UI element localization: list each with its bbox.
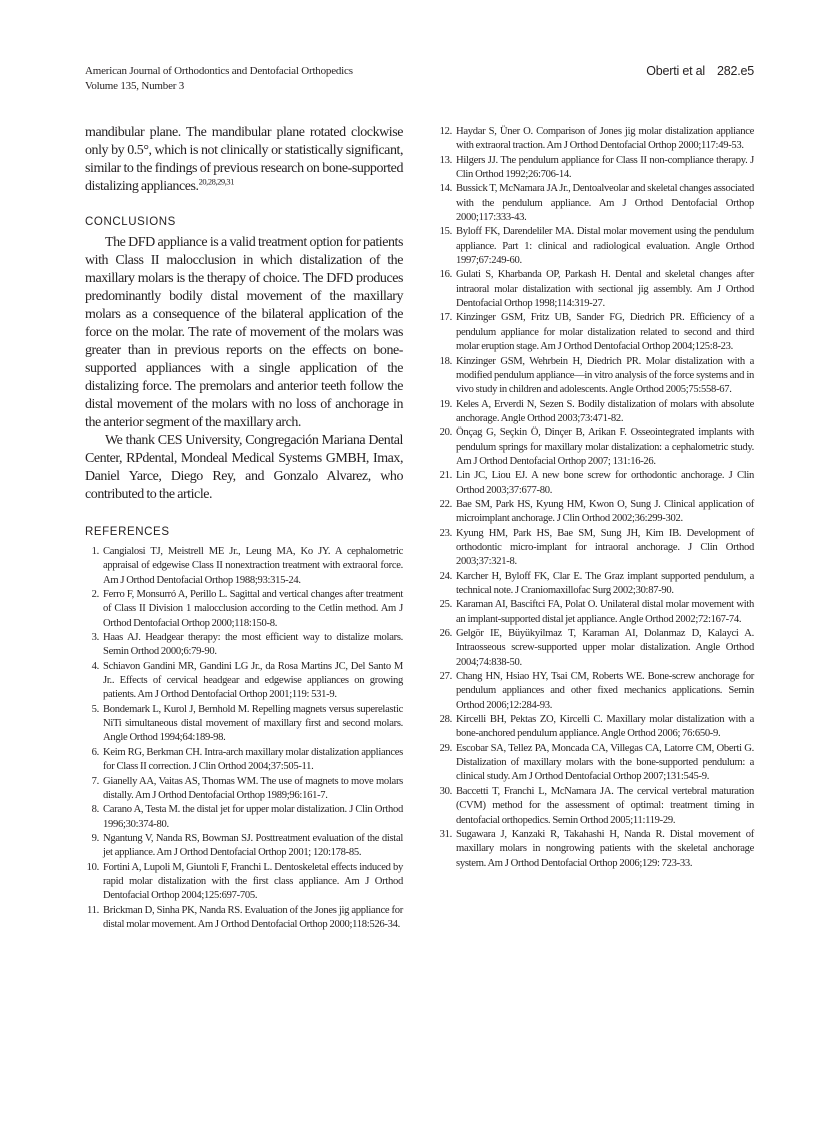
reference-number: 19. [439, 398, 452, 410]
reference-number: 22. [439, 498, 452, 510]
reference-number: 4. [91, 660, 99, 672]
reference-number: 11. [87, 904, 99, 916]
reference-number: 8. [91, 804, 99, 816]
references-heading: REFERENCES [85, 526, 170, 538]
conclusions-paragraph: The DFD appliance is a valid treatment option for patients with Class II malocclusion in which distalization of the maxillary molars is the therapy of choice. The DFD produces predominantly bodily distal movement of the maxillary molars as a consequence of the bilateral application of the force on the molar. The rate of movement of the molars was greater than in previous reports on the effects on bone-supported appliances with a single application of the distalizing force. The premolars and anterior teeth follow the distal movement of the molars with no loss of anchorage in the anterior segment of the maxillary arch. [85, 235, 403, 430]
citation-superscript: 20,28,29,31 [198, 176, 234, 187]
reference-item [438, 785, 754, 828]
reference-text: Karcher H, Byloff FK, Clar E. The Graz implant supported pendulum, a technical note. J Craniomaxillofac Surg 2002;30:87-90. [456, 570, 754, 596]
reference-text: Keles A, Erverdi N, Sezen S. Bodily distalization of molars with absolute anchorage. Angle Orthod 2003;73:471-82. [456, 398, 754, 424]
reference-item [438, 469, 754, 498]
reference-item [438, 268, 754, 311]
continuation-text: mandibular plane. The mandibular plane rotated clockwise only by 0.5°, which is not clinically or statistically significant, similar to the findings of previous research on bone-supported distalizing appliances. [85, 125, 403, 194]
reference-text: Carano A, Testa M. the distal jet for upper molar distalization. J Clin Orthod 1996;30:374-80. [103, 804, 403, 830]
reference-item [438, 182, 754, 225]
discussion-continuation [85, 124, 403, 196]
reference-list-left [85, 545, 403, 932]
reference-number: 10. [86, 861, 99, 873]
reference-item [85, 545, 403, 588]
reference-number: 14. [439, 183, 452, 195]
reference-item [438, 828, 754, 871]
reference-text: Gelgör IE, Büyükyilmaz T, Karaman AI, Dolanmaz D, Kalayci A. Intraosseous screw-supported upper molar distalization. Angle Orthod 2004;74:838-50. [456, 628, 754, 668]
reference-item [85, 631, 403, 660]
reference-item [438, 426, 754, 469]
reference-text: Önçag G, Seçkin Ö, Dinçer B, Arikan F. Osseointegrated implants with pendulum springs for maxillary molar distalization: a cephalometric study. Am J Orthod Dentofacial Orthop 2007; 131:16-26. [456, 427, 754, 467]
reference-text: Haydar S, Üner O. Comparison of Jones jig molar distalization appliance with extraoral traction. Am J Orthod Dentofacial Orthop 2000;117:49-53. [456, 126, 754, 152]
reference-number: 16. [439, 269, 452, 281]
reference-number: 13. [439, 154, 452, 166]
reference-item [438, 311, 754, 354]
reference-number: 12. [439, 126, 452, 137]
reference-item [438, 355, 754, 398]
reference-text: Kinzinger GSM, Wehrbein H, Diedrich PR. Molar distalization with a modified pendulum appliance—in vitro analysis of the force systems and in vivo study in children and adolescents. Angle Orthod 2005;75:558-67. [456, 355, 754, 396]
reference-number: 15. [439, 226, 452, 238]
running-header-journal [85, 64, 353, 94]
reference-number: 6. [91, 746, 99, 758]
reference-number: 7. [91, 775, 99, 787]
reference-number: 27. [439, 671, 452, 683]
reference-number: 1. [91, 546, 99, 557]
conclusions-heading: CONCLUSIONS [85, 216, 176, 228]
reference-text: Ngantung V, Nanda RS, Bowman SJ. Posttreatment evaluation of the distal jet appliance. Am J Orthod Dentofacial Orthop 2001; 120:178-85. [103, 832, 403, 859]
reference-item [85, 861, 403, 904]
reference-item [438, 570, 754, 599]
reference-text: Kinzinger GSM, Fritz UB, Sander FG, Diedrich PR. Efficiency of a pendulum appliance for molar distalization related to second and third molar eruption stage. Am J Orthod Dentofacial Orthop 2004;125:8-23. [456, 312, 754, 353]
reference-text: Haas AJ. Headgear therapy: the most efficient way to distalize molars. Semin Orthod 2000;6:79-90. [103, 632, 403, 658]
reference-text: Schiavon Gandini MR, Gandini LG Jr., da Rosa Martins JC, Del Santo M Jr.. Effects of cervical headgear and edgewise appliances on growing patients. Am J Orthod Dentofacial Orthop 2001;119: 531-9. [103, 660, 403, 701]
reference-item [438, 627, 754, 670]
reference-text: Byloff FK, Darendeliler MA. Distal molar movement using the pendulum appliance. Part 1: clinical and radiological evaluation. Angle Orthod 1997;67:249-60. [456, 226, 754, 267]
reference-text: Hilgers JJ. The pendulum appliance for Class II non-compliance therapy. J Clin Orthod 1992;26:706-14. [456, 154, 754, 181]
reference-item [438, 498, 754, 527]
reference-item [438, 225, 754, 268]
reference-text: Baccetti T, Franchi L, McNamara JA. The cervical vertebral maturation (CVM) method for the assessment of optimal: treatment timing in dentofacial orthopedics. Semin Orthod 2005;11:119-29. [456, 785, 754, 826]
reference-number: 9. [91, 832, 99, 844]
reference-item [85, 746, 403, 775]
reference-text: Sugawara J, Kanzaki R, Takahashi H, Nanda R. Distal movement of maxillary molars in nongrowing patients with the skeletal anchorage system. Am J Orthod Dentofacial Orthop 2006;129: 723-33. [456, 828, 754, 869]
reference-text: Brickman D, Sinha PK, Nanda RS. Evaluation of the Jones jig appliance for distal molar movement. Am J Orthod Dentofacial Orthop 2000;118:526-34. [103, 904, 403, 930]
left-column [85, 124, 403, 932]
reference-number: 17. [439, 312, 452, 324]
reference-number: 5. [91, 703, 99, 715]
reference-text: Cangialosi TJ, Meistrell ME Jr., Leung MA, Ko JY. A cephalometric appraisal of edgewise Class II nonextraction treatment with extraoral force. Am J Orthod Dentofacial Orthop 1988;93:315-24. [103, 546, 403, 586]
reference-number: 29. [439, 742, 452, 754]
reference-text: Kyung HM, Park HS, Bae SM, Sung JH, Kim IB. Development of orthodontic micro-implant for intraoral anchorage. J Clin Orthod 2003;37:321-8. [456, 527, 754, 568]
reference-text: Kircelli BH, Pektas ZO, Kircelli C. Maxillary molar distalization with a bone-anchored pendulum appliance. Angle Orthod 2006; 76:650-9. [456, 714, 754, 740]
reference-item [438, 742, 754, 785]
reference-item [85, 832, 403, 861]
reference-text: Bondemark L, Kurol J, Bernhold M. Repelling magnets versus superelastic NiTi simultaneous distal movement of maxillary first and second molars. Angle Orthod 1994;64:189-98. [103, 703, 403, 744]
reference-item [85, 660, 403, 703]
right-column [438, 125, 754, 871]
reference-item [85, 803, 403, 832]
reference-number: 24. [439, 570, 452, 582]
reference-number: 21. [439, 470, 452, 482]
reference-text: Fortini A, Lupoli M, Giuntoli F, Franchi L. Dentoskeletal effects induced by rapid molar distalization with the first class appliance. Am J Orthod Dentofacial Orthop 2004;125:697-705. [103, 861, 403, 902]
reference-item [438, 398, 754, 427]
page-number: 282.e5 [716, 64, 754, 78]
reference-item [85, 775, 403, 804]
reference-item [438, 527, 754, 570]
reference-text: Bussick T, McNamara JA Jr., Dentoalveolar and skeletal changes associated with the pendulum appliance. Am J Orthod Dentofacial Orthop 2000;117:333-43. [456, 183, 754, 224]
reference-item [438, 154, 754, 183]
reference-number: 28. [439, 714, 452, 726]
reference-number: 20. [439, 427, 452, 439]
reference-text: Keim RG, Berkman CH. Intra-arch maxillary molar distalization appliances for Class II correction. J Clin Orthod 2004;37:505-11. [103, 746, 403, 773]
reference-number: 30. [439, 785, 452, 797]
reference-item [85, 904, 403, 933]
reference-text: Gulati S, Kharbanda OP, Parkash H. Dental and skeletal changes after intraoral molar distalization with sectional jig assembly. Am J Orthod Dentofacial Orthop 1998;114:319-27. [456, 269, 754, 310]
reference-item [438, 598, 754, 627]
reference-number: 26. [439, 628, 452, 640]
reference-number: 25. [439, 599, 452, 611]
reference-number: 18. [439, 355, 452, 367]
journal-title: American Journal of Orthodontics and Dentofacial Orthopedics [85, 65, 353, 77]
reference-number: 3. [91, 632, 99, 644]
reference-number: 23. [439, 527, 452, 539]
running-header-page [634, 64, 754, 79]
reference-number: 31. [439, 828, 452, 840]
acknowledgment-paragraph: We thank CES University, Congregación Mariana Dental Center, RPdental, Mondeal Medical Systems GMBH, Imax, Daniel Yarce, Diego Rey, and Gonzalo Alvarez, who contributed to the article. [85, 433, 403, 502]
running-authors: Oberti et al [646, 64, 705, 78]
reference-item [438, 670, 754, 713]
reference-item [438, 713, 754, 742]
journal-volume: Volume 135, Number 3 [85, 80, 185, 92]
reference-text: Bae SM, Park HS, Kyung HM, Kwon O, Sung J. Clinical application of microimplant anchorage. J Clin Orthod 2002;36:299-302. [456, 498, 754, 525]
reference-list-right [438, 125, 754, 871]
reference-text: Chang HN, Hsiao HY, Tsai CM, Roberts WE. Bone-screw anchorage for pendulum appliances and other fixed mechanics applications. Semin Orthod 2006;12:284-93. [456, 671, 754, 711]
reference-item [85, 703, 403, 746]
reference-text: Escobar SA, Tellez PA, Moncada CA, Villegas CA, Latorre CM, Oberti G. Distalization of maxillary molars with the bone-supported pendulum: a clinical study. Am J Orthod Dentofacial Orthop 2007;131:545-9. [456, 742, 754, 783]
reference-item [85, 588, 403, 631]
reference-text: Ferro F, Monsurró A, Perillo L. Sagittal and vertical changes after treatment of Class II Division 1 malocclusion according to the Cetlin method. Am J Orthod Dentofacial Orthop 2000;118:150-8. [103, 589, 403, 629]
reference-number: 2. [91, 589, 99, 601]
reference-text: Karaman AI, Basciftci FA, Polat O. Unilateral distal molar movement with an implant-supported distal jet appliance. Angle Orthod 2002;72:167-74. [456, 599, 754, 625]
reference-item [438, 125, 754, 154]
reference-text: Lin JC, Liou EJ. A new bone screw for orthodontic anchorage. J Clin Orthod 2003;37:677-80. [456, 470, 754, 496]
reference-text: Gianelly AA, Vaitas AS, Thomas WM. The use of magnets to move molars distally. Am J Orthod Dentofacial Orthop 1989;96:161-7. [103, 775, 403, 801]
